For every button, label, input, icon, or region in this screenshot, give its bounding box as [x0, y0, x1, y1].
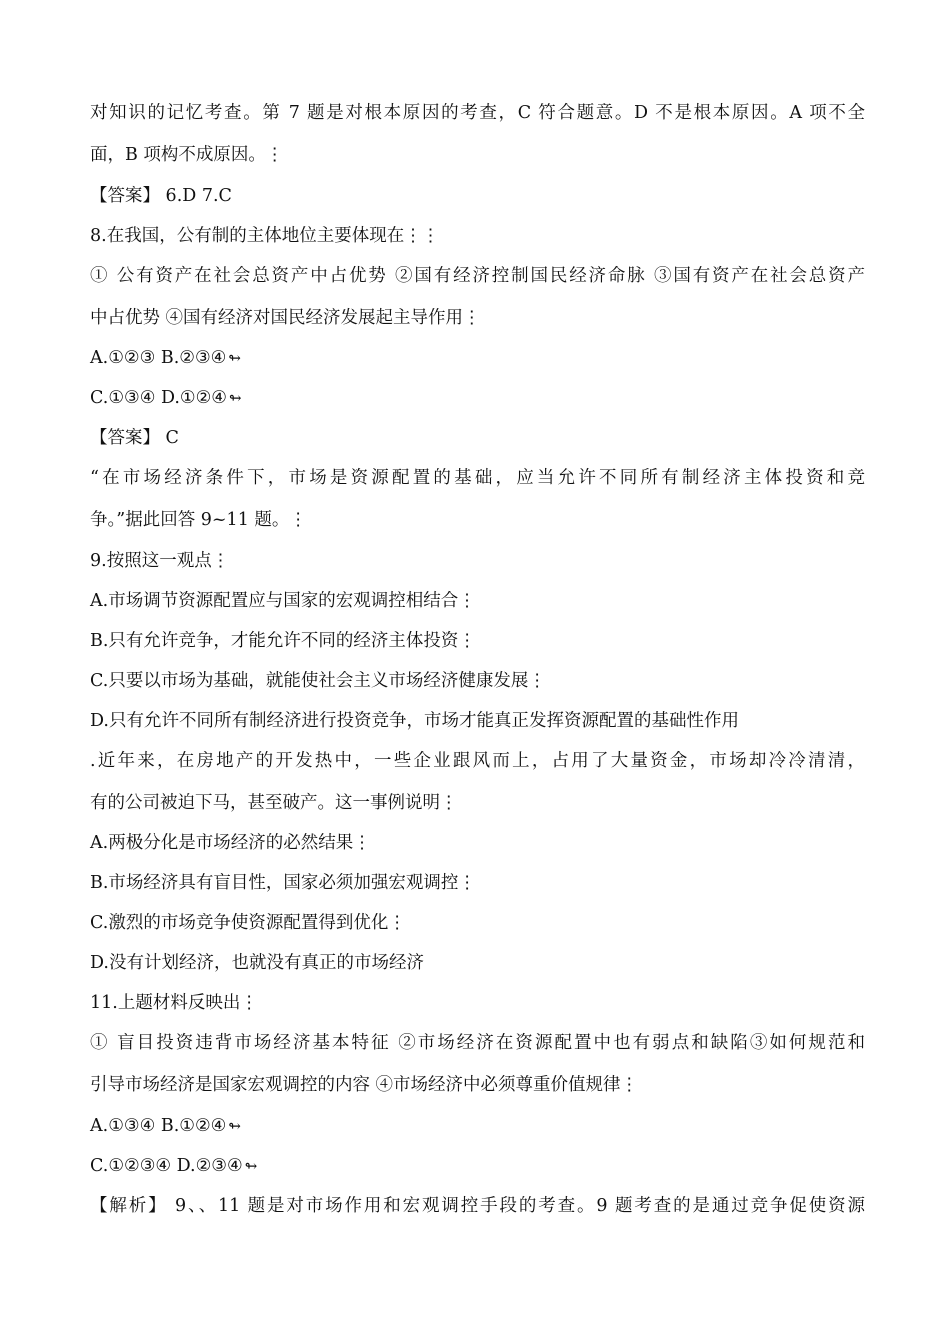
- option-text: C.①③④ D.①②④: [90, 388, 227, 408]
- option-line: D.没有计划经济，也就没有真正的市场经济: [90, 953, 424, 973]
- option-text: A.①②③ B.②③④: [90, 348, 227, 368]
- option-line: B.只有允许竞争，才能允许不同的经济主体投资⋮: [90, 631, 476, 651]
- answer-line: 【答案】 C: [90, 428, 179, 448]
- option-line: A.两极分化是市场经济的必然结果⋮: [90, 833, 371, 853]
- option-text: A.①③④ B.①②④: [90, 1116, 227, 1136]
- answer-line: 【答案】 6.D 7.C: [90, 186, 232, 206]
- option-line: C.激烈的市场竞争使资源配置得到优化⋮: [90, 913, 406, 933]
- option-line: B.市场经济具有盲目性，国家必须加强宏观调控⋮: [90, 873, 476, 893]
- text-line: “在市场经济条件下，市场是资源配置的基础，应当允许不同所有制经济主体投资和竞: [90, 468, 865, 488]
- text-line: 有的公司被迫下马，甚至破产。这一事例说明⋮: [90, 793, 458, 813]
- curl-mark-icon: ↬: [228, 349, 241, 367]
- options-line: [90, 346, 865, 370]
- text-line: 对知识的记忆考查。第 7 题是对根本原因的考查，C 符合题意。D 不是根本原因。A 项不全: [90, 103, 865, 123]
- analysis-line: 【解析】 9、、11 题是对市场作用和宏观调控手段的考查。9 题考查的是通过竞争促使资源: [90, 1196, 865, 1216]
- text-line: 引导市场经济是国家宏观调控的内容 ④市场经济中必须尊重价值规律⋮: [90, 1075, 639, 1095]
- text-line: ① 公有资产在社会总资产中占优势 ②国有经济控制国民经济命脉 ③国有资产在社会总资产: [90, 266, 865, 286]
- question-10: .近年来，在房地产的开发热中，一些企业跟风而上，占用了大量资金，市场却冷冷清清，: [90, 751, 865, 771]
- option-line: A.市场调节资源配置应与国家的宏观调控相结合⋮: [90, 591, 476, 611]
- option-line: C.只要以市场为基础，就能使社会主义市场经济健康发展⋮: [90, 671, 546, 691]
- curl-mark-icon: ↬: [228, 1117, 241, 1135]
- text-line: 中占优势 ④国有经济对国民经济发展起主导作用⋮: [90, 308, 481, 328]
- options-line: [90, 1114, 865, 1138]
- curl-mark-icon: ↬: [229, 389, 242, 407]
- curl-mark-icon: ↬: [244, 1157, 258, 1175]
- options-line: [90, 1154, 865, 1178]
- text-line: 争。”据此回答 9~11 题。⋮: [90, 510, 307, 530]
- text-line: 面，B 项构不成原因。⋮: [90, 145, 284, 165]
- question-11: 11.上题材料反映出⋮: [90, 993, 258, 1013]
- text-line: ① 盲目投资违背市场经济基本特征 ②市场经济在资源配置中也有弱点和缺陷③如何规范和: [90, 1033, 865, 1053]
- option-text: C.①②③④ D.②③④: [90, 1156, 243, 1176]
- option-line: D.只有允许不同所有制经济进行投资竞争，市场才能真正发挥资源配置的基础性作用: [90, 711, 739, 731]
- options-line: [90, 386, 865, 410]
- question-9: 9.按照这一观点⋮: [90, 551, 230, 571]
- question-8: 8.在我国，公有制的主体地位主要体现在⋮⋮: [90, 226, 440, 246]
